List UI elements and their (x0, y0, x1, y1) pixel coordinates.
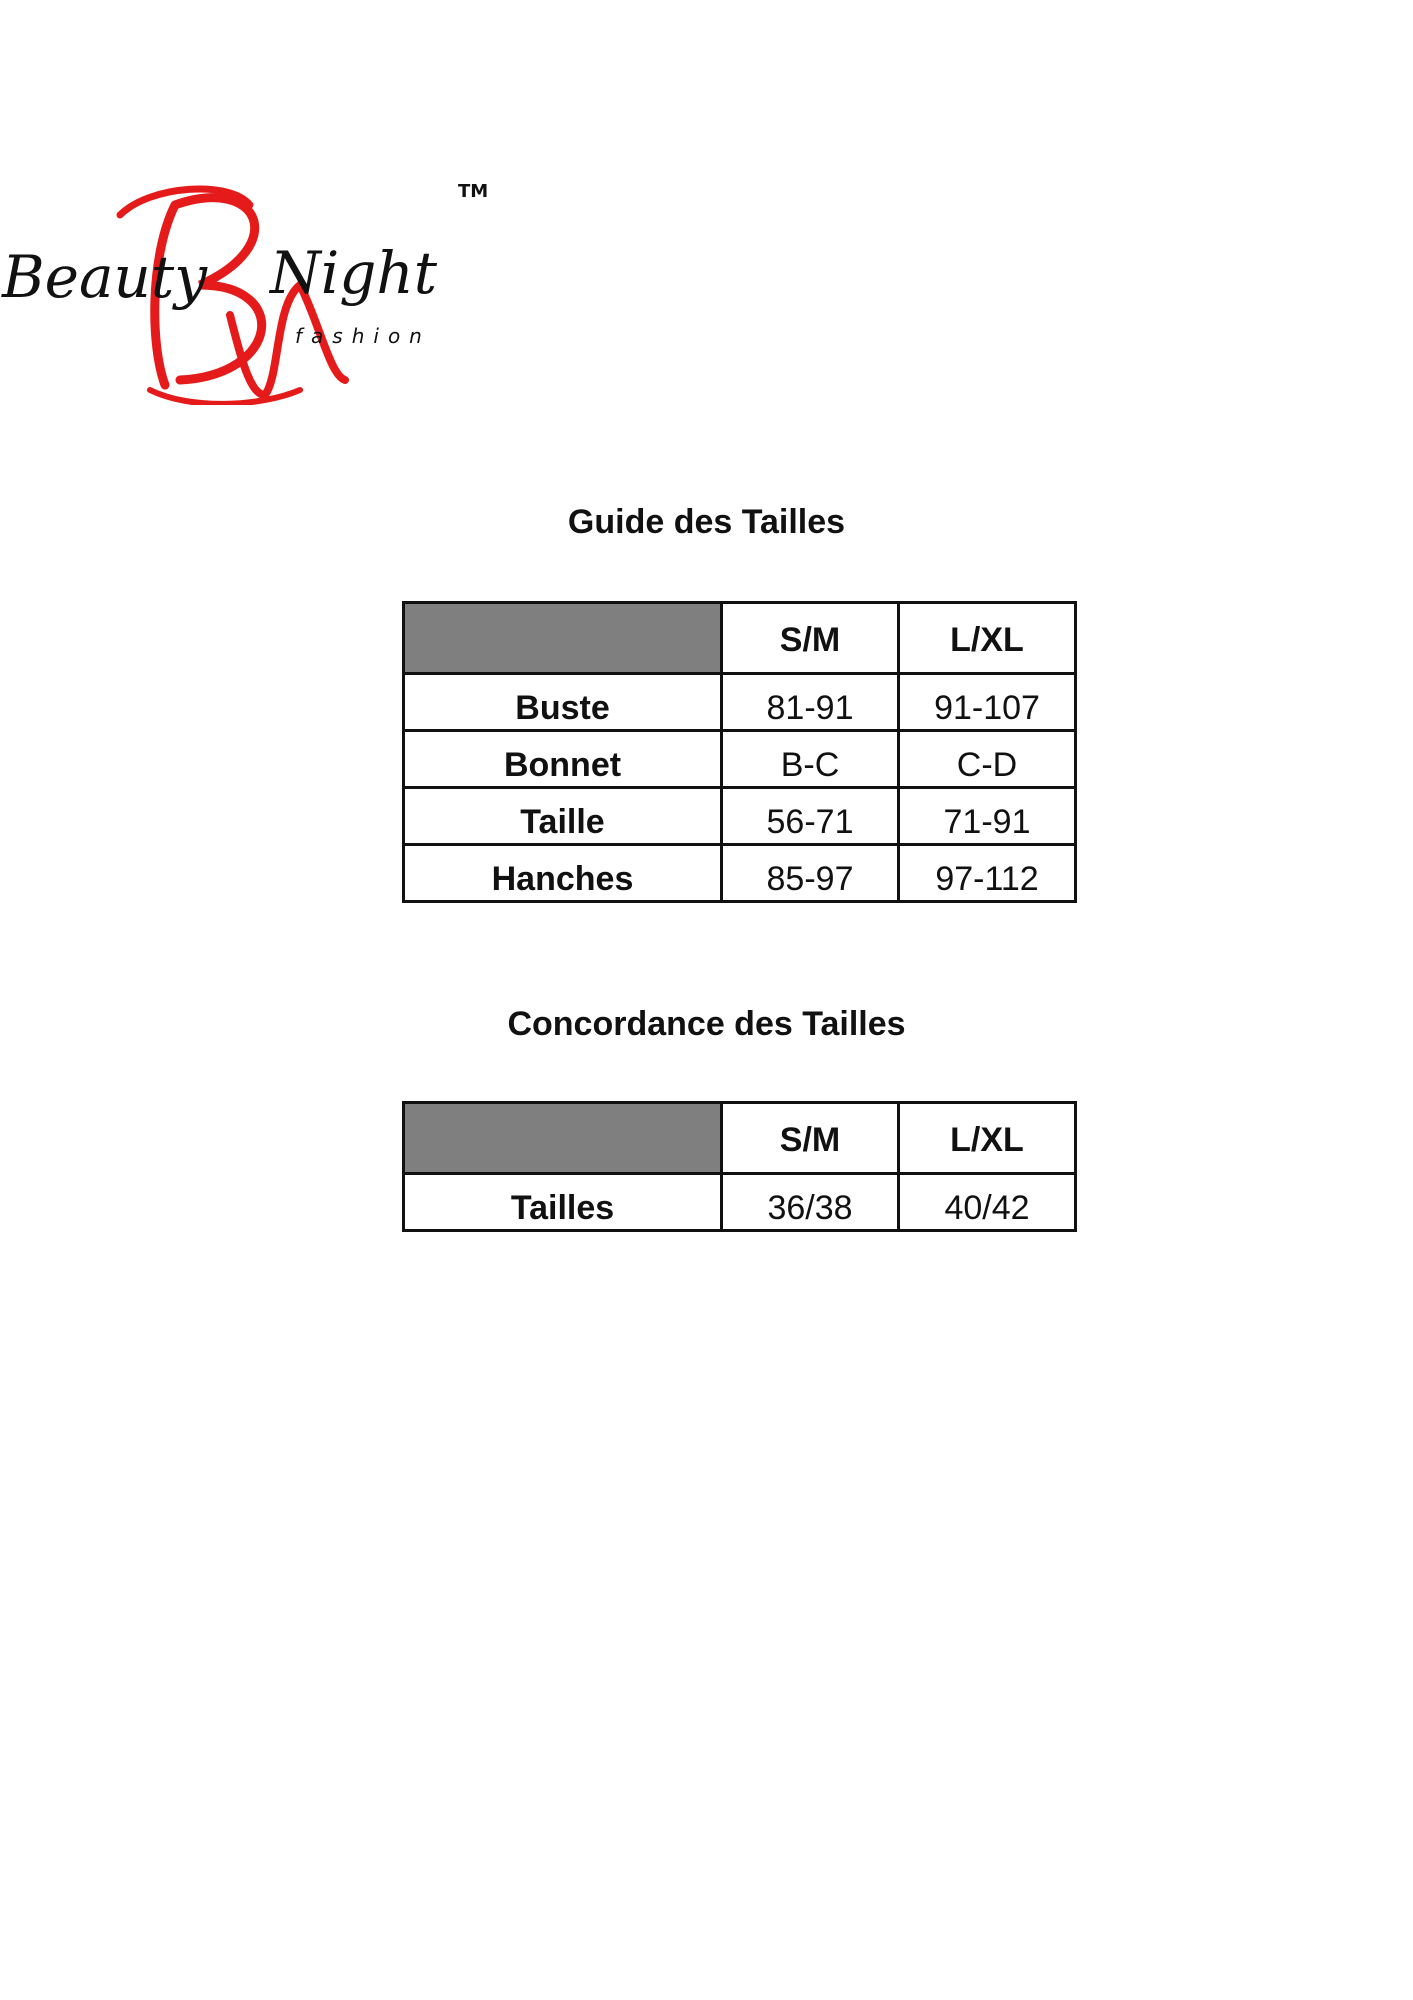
row-label: Tailles (404, 1174, 722, 1231)
brand-tagline: fashion (295, 324, 431, 348)
cell-value: 36/38 (722, 1174, 899, 1231)
column-header-lxl: L/XL (899, 1103, 1076, 1174)
brand-name-part1: Beauty (2, 243, 207, 311)
brand-name-part2: Night (270, 239, 438, 307)
header-blank-cell (404, 603, 722, 674)
cell-value: 81-91 (722, 674, 899, 731)
table-row (404, 845, 1076, 902)
table-header-row (404, 1103, 1076, 1174)
table-row (404, 731, 1076, 788)
table-row (404, 788, 1076, 845)
cell-value: 91-107 (899, 674, 1076, 731)
cell-value: 97-112 (899, 845, 1076, 902)
cell-value: C-D (899, 731, 1076, 788)
size-guide-table (402, 601, 1077, 903)
row-label: Hanches (404, 845, 722, 902)
row-label: Taille (404, 788, 722, 845)
cell-value: 71-91 (899, 788, 1076, 845)
size-concordance-title: Concordance des Tailles (507, 1005, 906, 1043)
cell-value: 56-71 (722, 788, 899, 845)
brand-logo (0, 175, 500, 405)
column-header-sm: S/M (722, 1103, 899, 1174)
row-label: Buste (404, 674, 722, 731)
column-header-lxl: L/XL (899, 603, 1076, 674)
size-concordance-table (402, 1101, 1077, 1232)
header-blank-cell (404, 1103, 722, 1174)
trademark-symbol: TM (458, 181, 489, 202)
size-guide-title: Guide des Tailles (567, 503, 846, 541)
table-row (404, 674, 1076, 731)
cell-value: 85-97 (722, 845, 899, 902)
cell-value: B-C (722, 731, 899, 788)
column-header-sm: S/M (722, 603, 899, 674)
row-label: Bonnet (404, 731, 722, 788)
table-row (404, 1174, 1076, 1231)
cell-value: 40/42 (899, 1174, 1076, 1231)
table-header-row (404, 603, 1076, 674)
